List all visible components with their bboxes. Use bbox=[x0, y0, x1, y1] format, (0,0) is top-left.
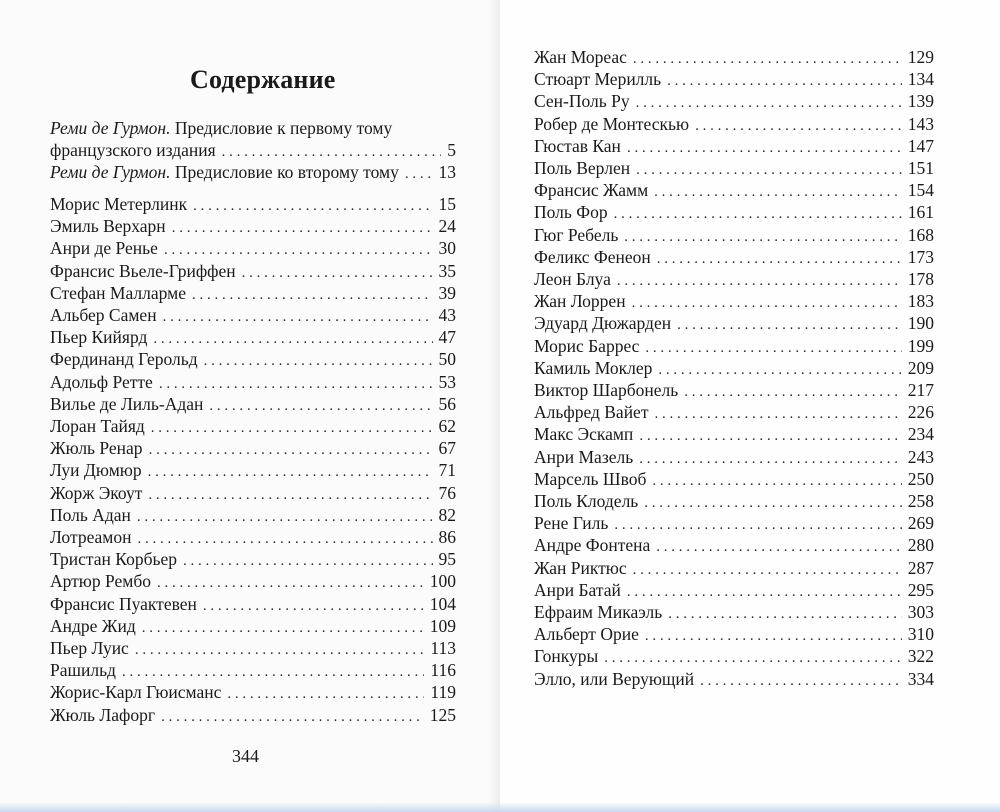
dot-leader bbox=[161, 706, 424, 728]
toc-entry-page: 303 bbox=[907, 602, 934, 622]
toc-entry bbox=[534, 512, 934, 534]
dot-leader bbox=[151, 417, 433, 439]
toc-entry-page: 15 bbox=[438, 194, 456, 214]
toc-entry-page: 125 bbox=[429, 704, 456, 725]
dot-leader bbox=[627, 581, 902, 603]
toc-entry bbox=[50, 548, 456, 570]
preface-first-page: 5 bbox=[447, 140, 456, 160]
preface-second-page: 13 bbox=[438, 162, 456, 182]
toc-entry bbox=[534, 290, 934, 312]
toc-entry bbox=[534, 623, 934, 645]
page-edge bbox=[0, 802, 1000, 812]
dot-leader bbox=[227, 683, 424, 705]
toc-entry bbox=[50, 393, 456, 415]
toc-entry bbox=[534, 490, 934, 512]
toc-entry-title: Поль Верлен bbox=[534, 158, 631, 178]
toc-entry bbox=[534, 113, 934, 135]
dot-leader bbox=[148, 484, 432, 506]
toc-entry-page: 178 bbox=[907, 269, 934, 289]
toc-entry-title: Жан Лоррен bbox=[534, 291, 626, 312]
toc-entry bbox=[50, 326, 456, 348]
toc-entry-page: 173 bbox=[907, 246, 934, 267]
toc-entry-title: Поль Клодель bbox=[534, 491, 639, 511]
toc-entry-title: Сен-Поль Ру bbox=[534, 91, 630, 112]
toc-entry-title: Анри де Ренье bbox=[50, 238, 158, 259]
toc-entry-page: 116 bbox=[430, 660, 456, 681]
dot-leader bbox=[656, 536, 901, 558]
dot-leader bbox=[163, 306, 433, 328]
toc-entry-page: 139 bbox=[907, 91, 934, 112]
toc-entry-title: Андре Фонтена bbox=[534, 535, 651, 556]
toc-entry-page: 113 bbox=[430, 638, 456, 658]
preface-first-author: Реми де Гурмон. bbox=[50, 118, 171, 138]
dot-leader bbox=[657, 248, 902, 270]
preface-first-entry bbox=[50, 139, 456, 161]
toc-entry-title: Адольф Ретте bbox=[50, 371, 153, 392]
toc-entry bbox=[50, 348, 456, 370]
toc-entry-page: 334 bbox=[907, 668, 934, 689]
preface-first-title-line2: французского издания bbox=[50, 140, 216, 160]
dot-leader bbox=[222, 141, 442, 163]
page-title: Содержание bbox=[190, 65, 336, 94]
dot-leader bbox=[204, 350, 433, 372]
toc-entry-page: 24 bbox=[438, 216, 456, 237]
toc-entry-page: 129 bbox=[907, 47, 934, 67]
toc-entry-title: Жан Риктюс bbox=[534, 557, 627, 578]
toc-entry bbox=[534, 268, 934, 290]
dot-leader bbox=[668, 603, 902, 625]
dot-leader bbox=[654, 181, 902, 203]
dot-leader bbox=[193, 195, 432, 217]
toc-entry-title: Поль Адан bbox=[50, 504, 131, 525]
dot-leader bbox=[148, 461, 433, 483]
toc-entry-title: Артюр Рембо bbox=[50, 571, 152, 592]
toc-entry bbox=[50, 659, 456, 681]
toc-entry-title: Камиль Моклер bbox=[534, 357, 653, 378]
dot-leader bbox=[164, 239, 433, 261]
toc-entry bbox=[534, 601, 934, 623]
toc-entry bbox=[50, 704, 456, 726]
toc-entry bbox=[50, 526, 456, 548]
toc-entry-title: Жюль Ренар bbox=[50, 438, 143, 459]
dot-leader bbox=[633, 48, 902, 70]
toc-entry-page: 295 bbox=[907, 579, 934, 600]
toc-entry bbox=[534, 201, 934, 223]
toc-entry bbox=[534, 557, 934, 579]
toc-entry-title: Анри Мазель bbox=[534, 446, 634, 467]
toc-entry bbox=[534, 68, 934, 90]
toc-entry bbox=[534, 224, 934, 246]
toc-entry bbox=[534, 335, 934, 357]
dot-leader bbox=[645, 625, 902, 647]
toc-entry-title: Поль Фор bbox=[534, 202, 608, 223]
toc-entry-page: 82 bbox=[438, 504, 456, 525]
toc-entry-title: Тристан Корбьер bbox=[50, 549, 177, 570]
toc-entry-title: Виктор Шарбонель bbox=[534, 380, 679, 400]
dot-leader bbox=[658, 359, 901, 381]
toc-entry-page: 35 bbox=[438, 260, 456, 281]
toc-entry-title: Франсис Пуактевен bbox=[50, 593, 197, 614]
toc-entry bbox=[50, 504, 456, 526]
toc-entry bbox=[50, 237, 456, 259]
dot-leader bbox=[138, 528, 433, 550]
toc-entry-title: Лотреамон bbox=[50, 527, 132, 547]
dot-leader bbox=[183, 550, 433, 572]
dot-leader bbox=[153, 328, 432, 350]
toc-entry bbox=[534, 446, 934, 468]
toc-entry-page: 243 bbox=[907, 446, 934, 467]
dot-leader bbox=[652, 470, 901, 492]
toc-entry-title: Жан Мореас bbox=[534, 47, 627, 67]
toc-entry-page: 151 bbox=[907, 158, 934, 178]
toc-entry-title: Пьер Луис bbox=[50, 638, 129, 658]
toc-entry bbox=[50, 482, 456, 504]
dot-leader bbox=[645, 337, 901, 359]
toc-entry-title: Робер де Монтескью bbox=[534, 113, 690, 134]
toc-entry bbox=[50, 593, 456, 615]
toc-entry bbox=[534, 246, 934, 268]
dot-leader bbox=[172, 217, 433, 239]
dot-leader bbox=[633, 559, 902, 581]
toc-entry-page: 50 bbox=[438, 349, 456, 370]
dot-leader bbox=[700, 670, 902, 692]
toc-entry-title: Эмиль Верхарн bbox=[50, 216, 166, 237]
dot-leader bbox=[192, 284, 433, 306]
toc-entry-title: Леон Блуа bbox=[534, 269, 611, 289]
toc-entry-title: Стюарт Мерилль bbox=[534, 69, 662, 90]
toc-entry bbox=[50, 371, 456, 393]
dot-leader bbox=[405, 163, 433, 185]
toc-entry-title: Гонкуры bbox=[534, 646, 599, 667]
toc-entry-title: Рашильд bbox=[50, 660, 116, 681]
toc-entry bbox=[534, 423, 934, 445]
toc-entry-page: 62 bbox=[438, 416, 456, 436]
toc-entry-title: Альбер Самен bbox=[50, 305, 157, 325]
toc-entry-page: 154 bbox=[907, 180, 934, 201]
toc-entry bbox=[50, 615, 456, 637]
toc-entry-page: 100 bbox=[429, 571, 456, 592]
toc-entry-page: 56 bbox=[438, 393, 456, 414]
toc-entry bbox=[50, 570, 456, 592]
toc-entry bbox=[50, 304, 456, 326]
toc-entry-page: 134 bbox=[907, 69, 934, 90]
right-page bbox=[500, 0, 1000, 812]
toc-entry bbox=[534, 668, 934, 690]
dot-leader bbox=[684, 381, 901, 403]
dot-leader bbox=[695, 115, 902, 137]
toc-entry bbox=[534, 157, 934, 179]
toc-entry-page: 109 bbox=[429, 615, 456, 636]
toc-entry-page: 76 bbox=[438, 482, 456, 503]
toc-entry-title: Жюль Лафорг bbox=[50, 704, 156, 725]
toc-entry bbox=[534, 579, 934, 601]
toc-entry-page: 39 bbox=[438, 282, 456, 303]
dot-leader bbox=[614, 203, 902, 225]
toc-entry bbox=[534, 90, 934, 112]
preface-second-title-text: Предисловие ко второму тому bbox=[174, 162, 399, 182]
toc-entry-page: 104 bbox=[429, 593, 456, 614]
dot-leader bbox=[149, 439, 433, 461]
toc-entry bbox=[534, 312, 934, 334]
toc-entry-title: Феликс Фенеон bbox=[534, 246, 651, 267]
toc-entry bbox=[50, 282, 456, 304]
toc-entry-title: Анри Батай bbox=[534, 579, 621, 600]
dot-leader bbox=[644, 492, 901, 514]
dot-leader bbox=[632, 292, 902, 314]
toc-entry-page: 250 bbox=[907, 468, 934, 489]
dot-leader bbox=[242, 262, 433, 284]
toc-entry-title: Морис Метерлинк bbox=[50, 194, 188, 214]
dot-leader bbox=[627, 137, 902, 159]
toc-entry-page: 199 bbox=[907, 335, 934, 356]
dot-leader bbox=[604, 647, 902, 669]
toc-entry bbox=[534, 357, 934, 379]
toc-entry bbox=[534, 534, 934, 556]
dot-leader bbox=[639, 448, 902, 470]
toc-entry-page: 310 bbox=[907, 624, 934, 645]
toc-entry-title: Марсель Швоб bbox=[534, 468, 647, 489]
toc-entry-page: 209 bbox=[907, 357, 934, 378]
toc-entry-page: 119 bbox=[430, 682, 456, 703]
dot-leader bbox=[157, 572, 424, 594]
dot-leader bbox=[617, 270, 902, 292]
toc-entry-title: Жорис-Карл Гюисманс bbox=[50, 682, 222, 703]
toc-entry-page: 71 bbox=[438, 460, 456, 481]
toc-entry bbox=[534, 645, 934, 667]
toc-entry-title: Фердинанд Герольд bbox=[50, 349, 198, 370]
toc-entry-page: 190 bbox=[907, 313, 934, 334]
toc-entry-page: 183 bbox=[907, 291, 934, 312]
toc-entry-page: 226 bbox=[907, 402, 934, 423]
preface-first-line1 bbox=[50, 117, 392, 139]
toc-entry bbox=[534, 401, 934, 423]
preface-second-entry bbox=[50, 161, 456, 183]
toc-entry-page: 322 bbox=[907, 646, 934, 667]
dot-leader bbox=[677, 314, 902, 336]
dot-leader bbox=[203, 595, 424, 617]
toc-entry bbox=[50, 215, 456, 237]
dot-leader bbox=[137, 506, 433, 528]
page-number: 344 bbox=[232, 746, 259, 766]
dot-leader bbox=[209, 395, 432, 417]
dot-leader bbox=[639, 425, 901, 447]
dot-leader bbox=[667, 70, 902, 92]
toc-entry-page: 217 bbox=[907, 380, 934, 400]
toc-entry-page: 30 bbox=[438, 238, 456, 259]
preface-second-title bbox=[50, 161, 399, 183]
toc-entry-title: Луи Дюмюр bbox=[50, 460, 142, 481]
toc-entry-title: Макс Эскамп bbox=[534, 424, 634, 445]
toc-entry-page: 258 bbox=[907, 491, 934, 511]
toc-entry-page: 161 bbox=[907, 202, 934, 223]
toc-entry-title: Гюг Ребель bbox=[534, 224, 619, 245]
toc-entry-title: Франсис Вьеле-Гриффен bbox=[50, 260, 236, 281]
dot-leader bbox=[636, 159, 902, 181]
toc-entry bbox=[50, 260, 456, 282]
toc-entry bbox=[534, 46, 934, 68]
toc-entry-title: Альберт Орие bbox=[534, 624, 639, 645]
toc-entry-page: 280 bbox=[907, 535, 934, 556]
toc-entry bbox=[50, 437, 456, 459]
toc-entry-title: Ефраим Микаэль bbox=[534, 602, 663, 622]
toc-entry-page: 269 bbox=[907, 513, 934, 534]
toc-entry-page: 43 bbox=[438, 305, 456, 325]
toc-entry-page: 53 bbox=[438, 371, 456, 392]
dot-leader bbox=[122, 661, 424, 683]
toc-entry-title: Франсис Жамм bbox=[534, 180, 649, 201]
toc-entry-page: 147 bbox=[907, 135, 934, 156]
toc-entry-title: Жорж Экоут bbox=[50, 482, 143, 503]
toc-entry bbox=[534, 379, 934, 401]
toc-entry-title: Эдуард Дюжарден bbox=[534, 313, 672, 334]
toc-entry-title: Альфред Вайет bbox=[534, 402, 649, 423]
toc-entry-title: Стефан Малларме bbox=[50, 282, 186, 303]
toc-entry-page: 168 bbox=[907, 224, 934, 245]
toc-entry bbox=[50, 637, 456, 659]
preface-second-author: Реми де Гурмон. bbox=[50, 162, 171, 182]
toc-entry bbox=[534, 179, 934, 201]
dot-leader bbox=[135, 639, 425, 661]
dot-leader bbox=[159, 373, 433, 395]
dot-leader bbox=[614, 514, 901, 536]
toc-entry-title: Вилье де Лиль-Адан bbox=[50, 393, 204, 414]
toc-entry-title: Морис Баррес bbox=[534, 335, 640, 356]
toc-entry bbox=[50, 415, 456, 437]
toc-entry-page: 47 bbox=[438, 327, 456, 348]
toc-entry-page: 86 bbox=[438, 527, 456, 547]
toc-entry-title: Андре Жид bbox=[50, 615, 136, 636]
toc-entry bbox=[50, 459, 456, 481]
toc-entry-page: 287 bbox=[907, 557, 934, 578]
dot-leader bbox=[142, 617, 424, 639]
toc-entry-page: 67 bbox=[438, 438, 456, 459]
toc-entry-title: Элло, или Верующий bbox=[534, 668, 695, 689]
toc-entry-page: 143 bbox=[907, 113, 934, 134]
preface-first-title-line1: Предисловие к первому тому bbox=[174, 118, 393, 138]
dot-leader bbox=[636, 92, 902, 114]
toc-entry-page: 95 bbox=[438, 549, 456, 570]
toc-entry bbox=[534, 135, 934, 157]
dot-leader bbox=[624, 226, 901, 248]
toc-entry bbox=[534, 468, 934, 490]
dot-leader bbox=[654, 403, 901, 425]
toc-entry-title: Рене Гиль bbox=[534, 513, 609, 534]
toc-entry-title: Лоран Тайяд bbox=[50, 416, 145, 436]
toc-entry-title: Пьер Кийярд bbox=[50, 327, 148, 348]
toc-entry bbox=[50, 193, 456, 215]
toc-entry-title: Гюстав Кан bbox=[534, 135, 621, 156]
toc-entry-page: 234 bbox=[907, 424, 934, 445]
toc-entry bbox=[50, 681, 456, 703]
